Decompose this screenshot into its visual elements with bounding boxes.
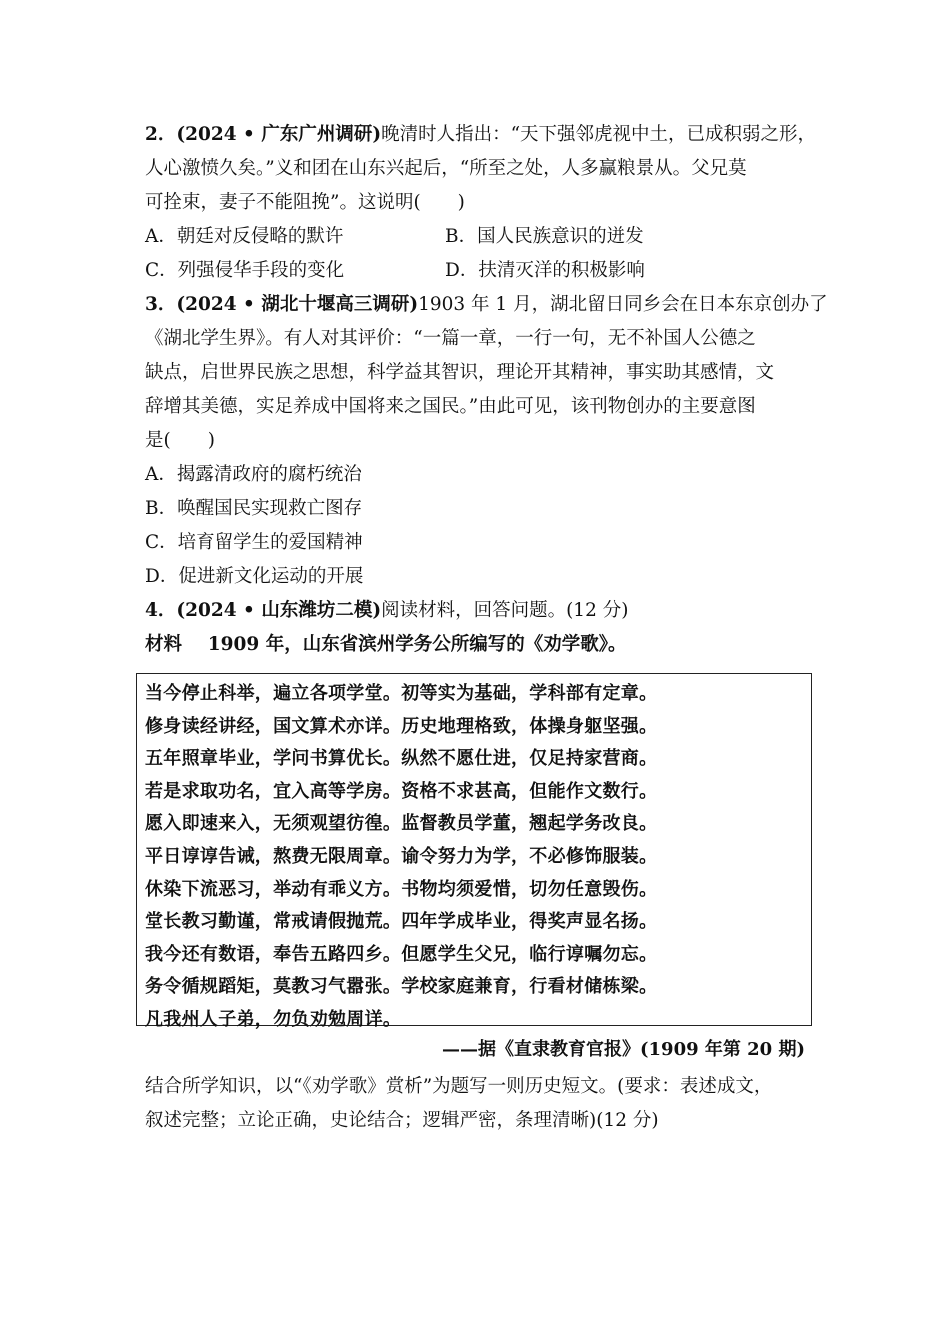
q4-line-1 xyxy=(145,594,815,628)
q3-line-5: 是( ) xyxy=(145,430,215,451)
q4-source: (2024 • 山东潍坊二模) xyxy=(176,600,382,621)
q2-option-a: A．朝廷对反侵略的默许 xyxy=(145,226,344,247)
poem-line-4: 若是求取功名，宜入高等学房。资格不求甚高，但能作文数行。 xyxy=(145,780,658,802)
q4-task-line-2: 叙述完整；立论正确，史论结合；逻辑严密，条理清晰)(12 分) xyxy=(145,1110,659,1131)
poem-line-9: 我今还有数语，奉告五路四乡。但愿学生父兄，临行谆嘱勿忘。 xyxy=(145,943,658,965)
poem-line-10: 务令循规蹈矩，莫教习气嚣张。学校家庭兼育，行看材储栋梁。 xyxy=(145,976,658,998)
poem-line-1: 当今停止科举，遍立各项学堂。初等实为基础，学科部有定章。 xyxy=(145,683,658,704)
q4-material-text: 1909 年，山东省滨州学务公所编写的《劝学歌》。 xyxy=(207,634,627,655)
poem-box xyxy=(136,673,812,1030)
q4-task xyxy=(145,1070,815,1138)
material-citation: ——据《直隶教育官报》(1909 年第 20 期) xyxy=(442,1039,805,1060)
q3-option-a: A．揭露清政府的腐朽统治 xyxy=(145,464,362,485)
poem-line-8: 堂长教习勤谨，常戒请假抛荒。四年学成毕业，得奖声显名扬。 xyxy=(145,911,658,933)
q3-option-d: D．促进新文化运动的开展 xyxy=(145,566,364,587)
q2-options-row-2 xyxy=(145,254,815,288)
q2-line-3: 可拴束，妻子不能阻挽”。这说明( ) xyxy=(145,192,465,213)
q2-line-2: 人心激愤久矣。”义和团在山东兴起后，“所至之处，人多赢粮景从。父兄莫 xyxy=(145,158,747,179)
poem-line-2: 修身读经讲经，国文算术亦详。历史地理格致，体操身躯坚强。 xyxy=(145,715,658,737)
q3-line-1 xyxy=(145,288,828,322)
q3-stem-1: 1903 年 1 月，湖北留日同乡会在日本东京创办了 xyxy=(418,294,828,315)
q4-intro: 阅读材料，回答问题。(12 分) xyxy=(381,600,629,621)
poem-line-6: 平日谆谆告诫，熬费无限周章。谕令努力为学，不必修饰服装。 xyxy=(145,845,658,867)
q3-line-4: 辞增其美德，实足养成中国将来之国民。”由此可见，该刊物创办的主要意图 xyxy=(145,396,756,417)
q3-option-b: B．唤醒国民实现救亡图存 xyxy=(145,498,363,519)
q2-stem-1: 晚清时人指出：“天下强邻虎视中土，已成积弱之形， xyxy=(381,124,817,145)
q2-option-c: C．列强侵华手段的变化 xyxy=(145,260,345,281)
q2-options-row-1 xyxy=(145,220,815,254)
poem-line-3: 五年照章毕业，学问书算优长。纵然不愿仕进，仅足持家营商。 xyxy=(145,748,658,770)
q2-number: 2． xyxy=(145,124,177,145)
q2-option-d: D．扶清灭洋的积极影响 xyxy=(445,260,645,281)
q3-line-2: 《湖北学生界》。有人对其评价：“一篇一章，一行一句，无不补国人公德之 xyxy=(145,328,756,349)
poem-line-11: 凡我州人子弟，勿负劝勉周详。 xyxy=(145,1008,402,1030)
q3-option-c: C．培育留学生的爱国精神 xyxy=(145,532,363,553)
q3-line-3: 缺点，启世界民族之思想，科学益其智识，理论开其精神，事实助其感情，文 xyxy=(145,362,775,383)
poem-line-5: 愿入即速来入，无须观望彷徨。监督教员学董，翘起学务改良。 xyxy=(145,813,658,835)
q3-source: (2024 • 湖北十堰高三调研) xyxy=(176,294,419,315)
q4-number: 4． xyxy=(145,600,177,621)
q4-task-line-1: 结合所学知识，以“《劝学歌》赏析”为题写一则历史短文。(要求：表述成文， xyxy=(145,1076,773,1097)
poem-line-7: 休染下流恶习，举动有乖义方。书物均须爱惜，切勿任意毁伤。 xyxy=(145,878,658,900)
q2-source: (2024 • 广东广州调研) xyxy=(176,124,382,145)
q2-option-b: B．国人民族意识的迸发 xyxy=(445,226,644,247)
q2-line-1 xyxy=(145,118,815,152)
questions-area xyxy=(145,118,828,662)
q4-material-heading xyxy=(145,628,815,662)
q4-material-label: 材料 xyxy=(145,634,183,655)
q3-number: 3． xyxy=(145,294,177,315)
